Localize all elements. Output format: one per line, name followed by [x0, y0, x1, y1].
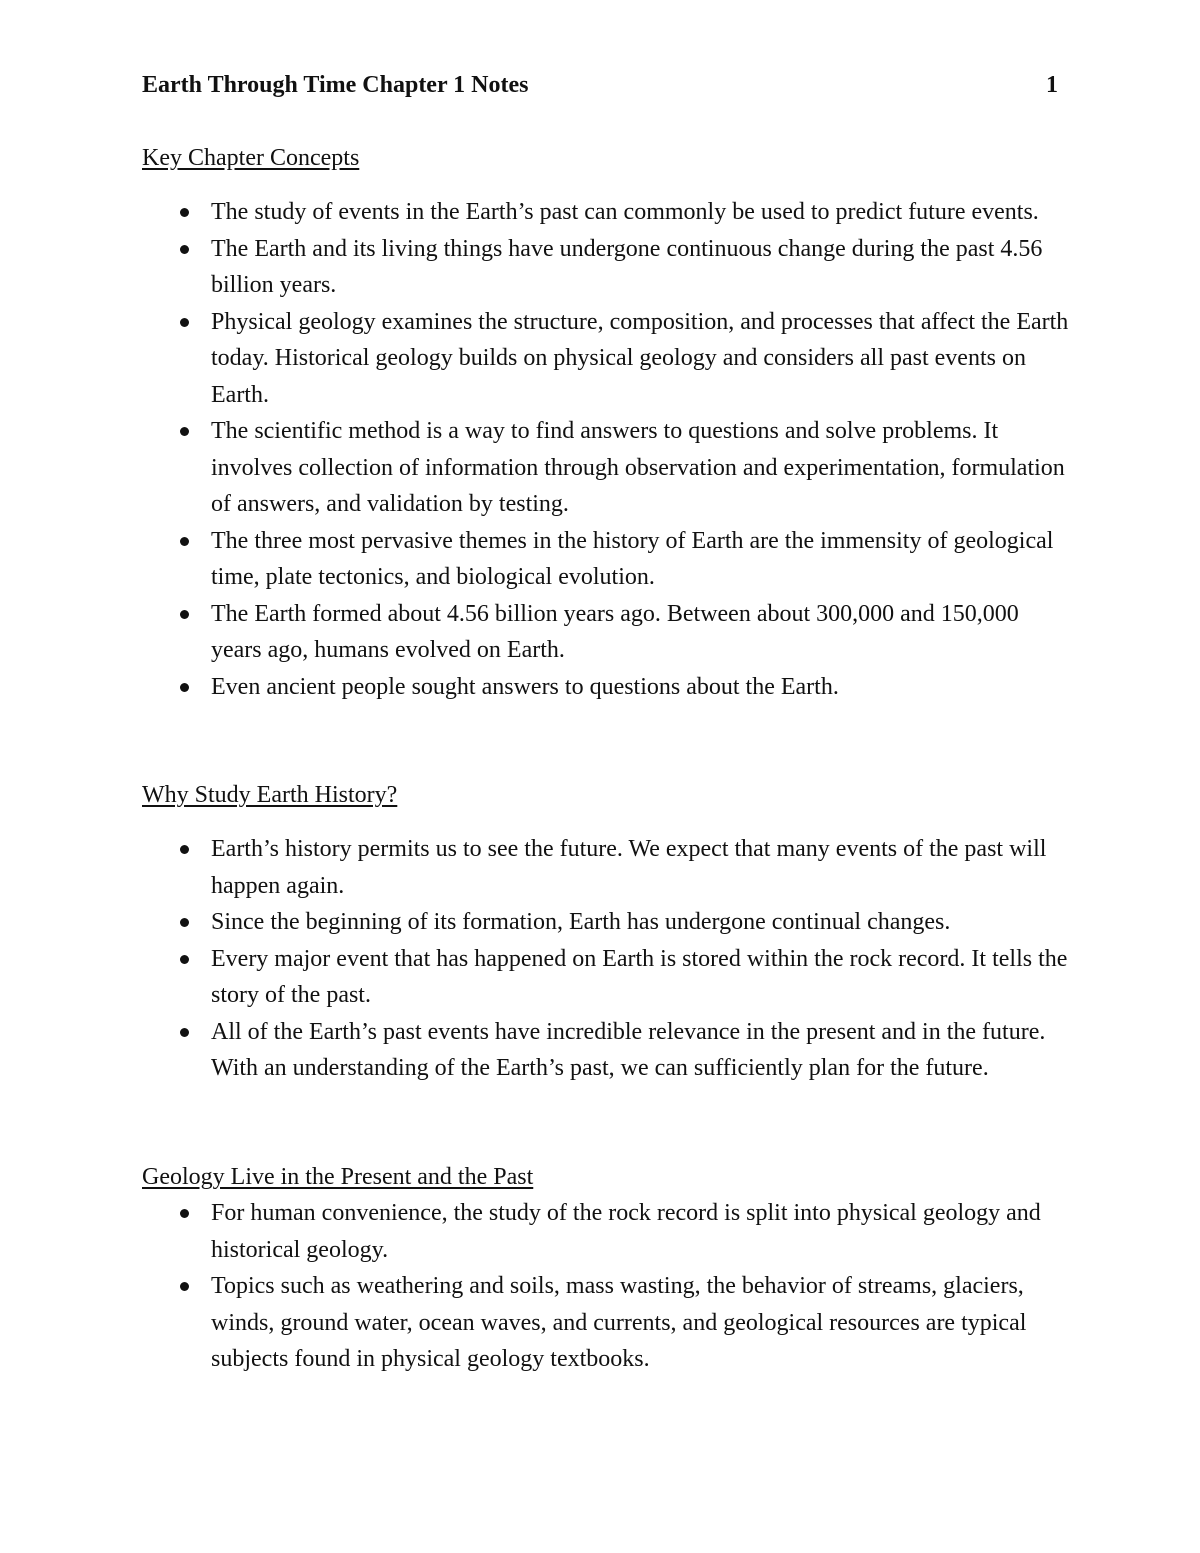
- bullet-icon: [180, 427, 189, 436]
- bullet-icon: [180, 245, 189, 254]
- bullet-icon: [180, 208, 189, 217]
- list-item: [142, 941, 1072, 1014]
- bullet-icon: [180, 610, 189, 619]
- bullet-icon: [180, 918, 189, 927]
- bullet-icon: [180, 537, 189, 546]
- list-item: [142, 831, 1072, 904]
- list-item-text: The three most pervasive themes in the history of Earth are the immensity of geological time, plate tectonics, and biological evolution.: [211, 527, 1054, 590]
- list-item: [142, 904, 1072, 941]
- bullet-icon: [180, 1209, 189, 1218]
- bullet-icon: [180, 845, 189, 854]
- section-geology-live: [142, 1159, 1072, 1378]
- list-item: [142, 1195, 1072, 1268]
- list-item-text: The Earth formed about 4.56 billion years ago. Between about 300,000 and 150,000 years ago, humans evolved on Earth.: [211, 600, 1019, 663]
- list-item: [142, 596, 1072, 669]
- list-item: [142, 231, 1072, 304]
- section-heading: Geology Live in the Present and the Past: [142, 1164, 534, 1190]
- list-item-text: All of the Earth’s past events have incredible relevance in the present and in the future. With an understanding of the Earth’s past, we can sufficiently plan for the future.: [211, 1018, 1046, 1081]
- list-item-text: Topics such as weathering and soils, mass wasting, the behavior of streams, glaciers, winds, ground water, ocean waves, and currents, and geological resources are typical subjects found in physical geology textbooks.: [211, 1273, 1027, 1372]
- list-item: [142, 304, 1072, 414]
- list-item-text: The Earth and its living things have undergone continuous change during the past 4.56 billion years.: [211, 235, 1043, 298]
- bullet-icon: [180, 955, 189, 964]
- bullet-list: [142, 831, 1072, 1087]
- section-heading: Key Chapter Concepts: [142, 145, 360, 171]
- section-heading: Why Study Earth History?: [142, 782, 398, 808]
- bullet-icon: [180, 1282, 189, 1291]
- bullet-icon: [180, 1028, 189, 1037]
- list-item: [142, 523, 1072, 596]
- bullet-list: [142, 194, 1072, 705]
- bullet-list: [142, 1195, 1072, 1378]
- list-item-text: Even ancient people sought answers to questions about the Earth.: [211, 673, 839, 700]
- list-item-text: The study of events in the Earth’s past can commonly be used to predict future events.: [211, 199, 1039, 225]
- list-item: [142, 1268, 1072, 1378]
- list-item: [142, 413, 1072, 523]
- list-item-text: Since the beginning of its formation, Earth has undergone continual changes.: [211, 909, 951, 935]
- list-item-text: Every major event that has happened on Earth is stored within the rock record. It tells the story of the past.: [211, 945, 1068, 1008]
- page-header: [142, 72, 1058, 106]
- list-item-text: The scientific method is a way to find answers to questions and solve problems. It involves collection of information through observation and experimentation, formulation of answers, and validation by testing.: [211, 418, 1065, 517]
- section-why-study-earth-history: [142, 777, 1072, 1087]
- list-item: [142, 194, 1072, 231]
- list-item: [142, 669, 1072, 706]
- list-item-text: For human convenience, the study of the rock record is split into physical geology and historical geology.: [211, 1200, 1041, 1263]
- section-key-chapter-concepts: [142, 140, 1072, 705]
- bullet-icon: [180, 683, 189, 692]
- list-item: [142, 1014, 1072, 1087]
- list-item-text: Physical geology examines the structure, composition, and processes that affect the Earth today. Historical geology builds on physical geology and considers all past events on Earth.: [211, 308, 1069, 408]
- page-number: 1: [1046, 72, 1058, 98]
- document-title: Earth Through Time Chapter 1 Notes: [142, 72, 529, 98]
- bullet-icon: [180, 318, 189, 327]
- list-item-text: Earth’s history permits us to see the future. We expect that many events of the past will happen again.: [211, 836, 1047, 899]
